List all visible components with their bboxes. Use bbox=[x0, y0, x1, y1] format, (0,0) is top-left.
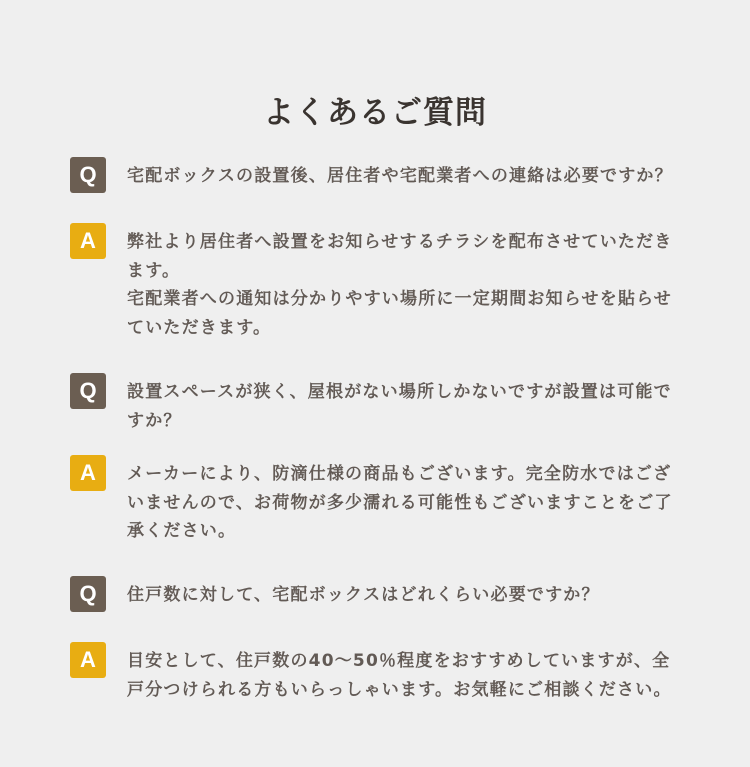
page-title: よくあるご質問 bbox=[263, 94, 487, 131]
question-text: 設置スペースが狭く、屋根がない場所しかないですが設置は可能ですか？ bbox=[127, 382, 672, 431]
question-badge: Q bbox=[70, 373, 106, 409]
answer-line: 目安として、住戸数の40～50％程度をおすすめしていますが、全戸分つけられる方もいらっしゃいます。お気軽にご相談ください。 bbox=[127, 651, 672, 700]
question-text: 住戸数に対して、宅配ボックスはどれくらい必要ですか？ bbox=[127, 585, 600, 605]
answer-badge: A bbox=[70, 642, 106, 678]
answer-text bbox=[127, 647, 683, 704]
answer-line: メーカーにより、防滴仕様の商品もございます。完全防水ではございませんので、お荷物が多少濡れる可能性もございますことをご了承ください。 bbox=[127, 464, 673, 541]
question-text: 宅配ボックスの設置後、居住者や宅配業者への連絡は必要ですか？ bbox=[127, 166, 673, 186]
question-badge: Q bbox=[70, 576, 106, 612]
answer-text bbox=[127, 228, 683, 342]
answer-text bbox=[127, 460, 683, 546]
answer-line: 弊社より居住者へ設置をお知らせするチラシを配布させていただきます。 bbox=[127, 232, 673, 281]
answer-badge: A bbox=[70, 223, 106, 259]
question-badge: Q bbox=[70, 157, 106, 193]
answer-line: 宅配業者への通知は分かりやすい場所に一定期間お知らせを貼らせていただきます。 bbox=[127, 289, 672, 338]
answer-badge: A bbox=[70, 455, 106, 491]
